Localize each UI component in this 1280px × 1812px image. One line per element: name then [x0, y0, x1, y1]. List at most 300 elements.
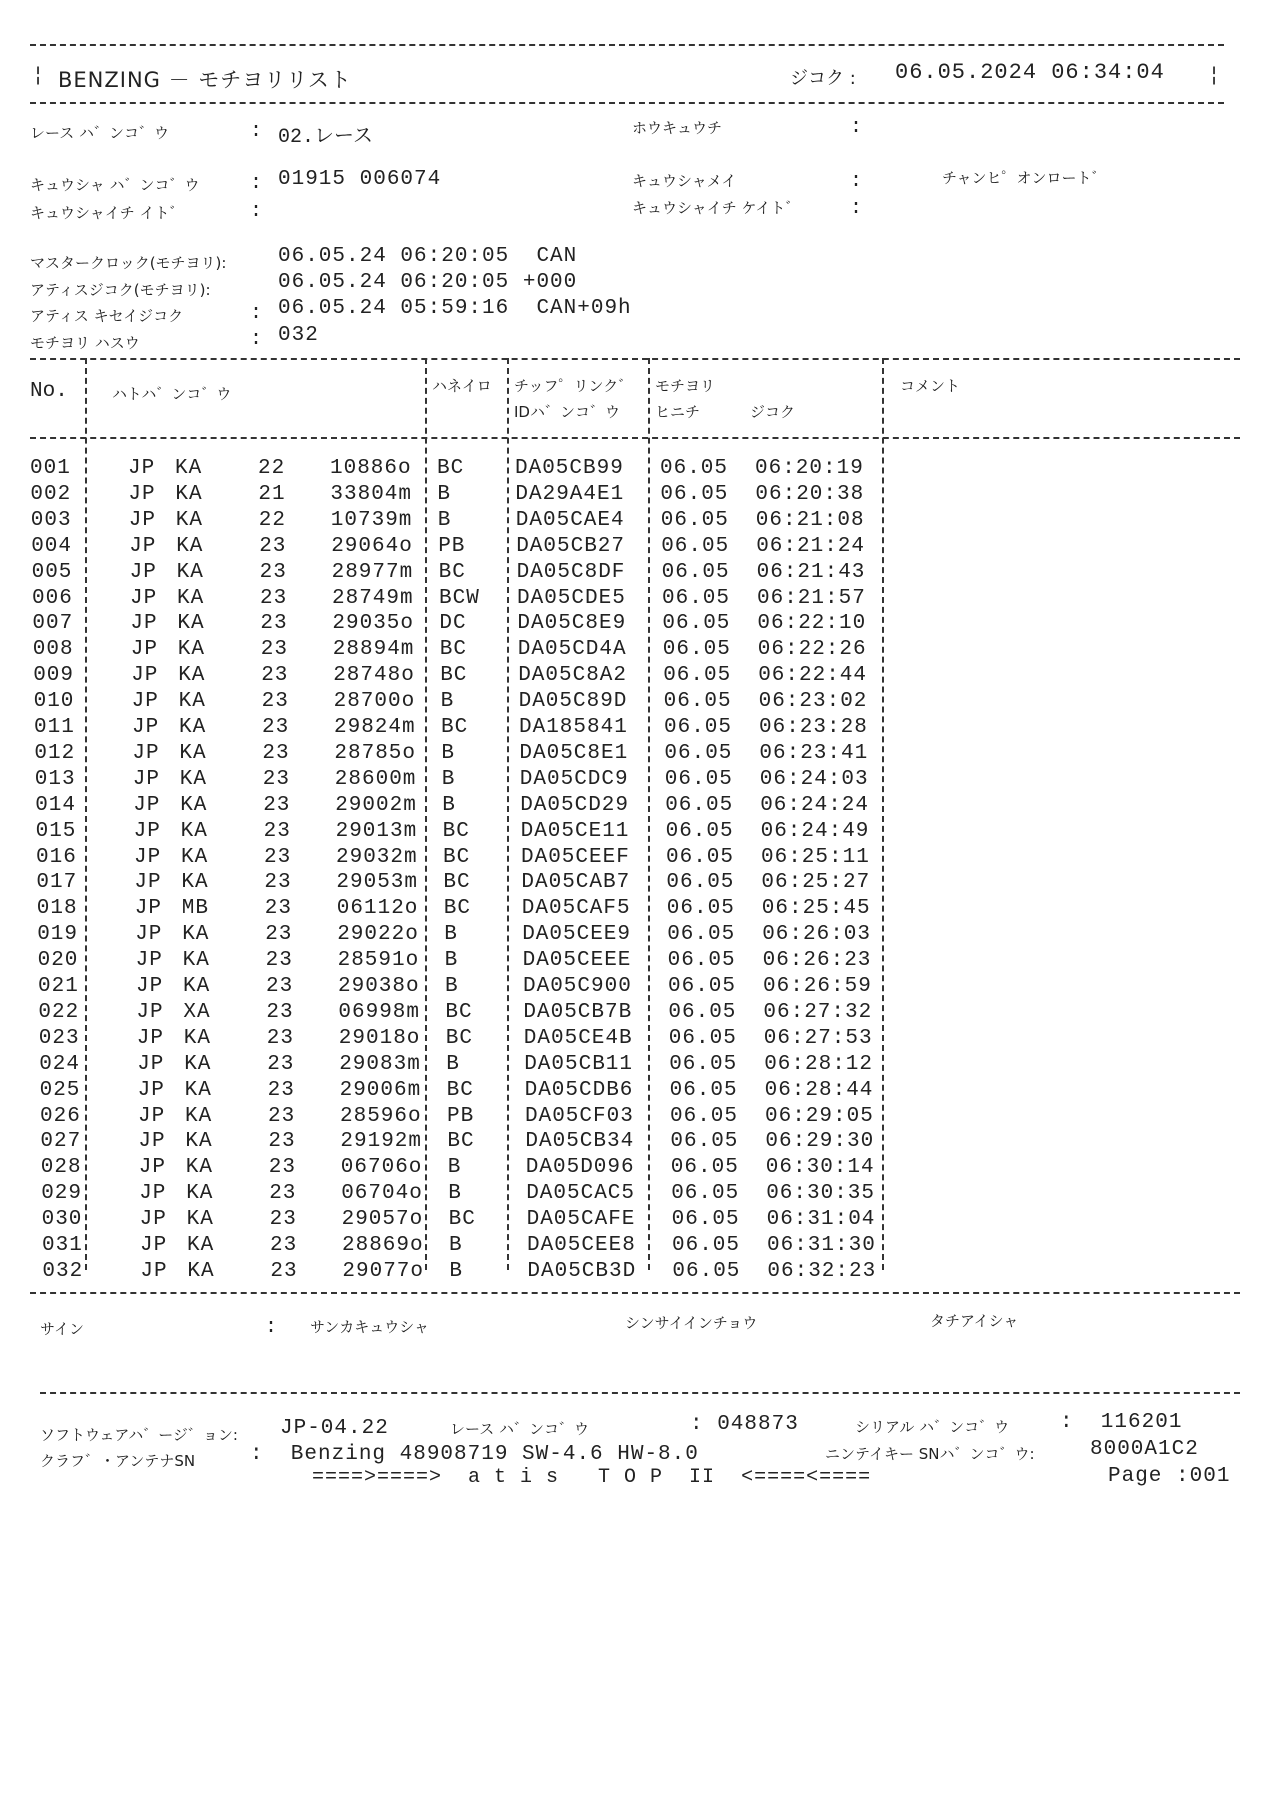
row-year: 23	[267, 1052, 295, 1076]
row-no: 014	[35, 793, 76, 817]
row-date: 06.05	[669, 1078, 738, 1102]
row-ring-number: 28700o	[333, 690, 416, 714]
row-region: KA	[178, 690, 206, 714]
row-year: 23	[259, 560, 287, 584]
row-color: BC	[437, 457, 465, 480]
row-region: KA	[186, 1208, 214, 1232]
row-year: 23	[268, 1130, 296, 1154]
row-time: 06:22:44	[758, 664, 868, 688]
row-no: 017	[36, 871, 78, 895]
row-region: KA	[182, 923, 210, 947]
row-year: 23	[260, 612, 288, 636]
row-region: KA	[180, 819, 208, 843]
row-country: JP	[138, 1130, 166, 1154]
row-chip-id: DA05CEEF	[521, 845, 630, 869]
row-region: KA	[177, 638, 206, 662]
table-top-rule	[30, 358, 1240, 360]
row-time: 06:21:57	[757, 586, 866, 610]
row-region: KA	[179, 767, 208, 791]
row-time: 06:31:04	[766, 1208, 876, 1232]
row-year: 22	[258, 457, 286, 480]
row-region: KA	[178, 664, 206, 688]
row-ring-number: 29064o	[331, 534, 413, 558]
participant-label: サンカキュウシャ	[310, 1318, 429, 1336]
table-row	[0, 922, 1280, 948]
row-region: KA	[176, 534, 204, 558]
row-no: 020	[37, 949, 79, 973]
row-chip-id: DA05CE4B	[523, 1026, 633, 1050]
row-time: 06:24:24	[760, 793, 870, 817]
row-no: 032	[42, 1259, 84, 1283]
row-color: B	[445, 975, 459, 998]
row-region: KA	[176, 560, 204, 584]
row-year: 23	[261, 664, 289, 688]
row-date: 06.05	[662, 638, 731, 662]
row-chip-id: DA05CAC5	[526, 1182, 636, 1206]
row-year: 23	[262, 741, 290, 765]
row-region: KA	[185, 1156, 214, 1180]
row-time: 06:32:23	[767, 1259, 877, 1283]
row-country: JP	[128, 482, 156, 506]
atis-clock-label: アティスジコク(モチヨリ):	[30, 281, 211, 299]
serial-value: : 116201	[1060, 1411, 1183, 1434]
release-place-label: ホウキュウチ	[632, 119, 723, 137]
col-header-chip-2: IDハ゛ンコ゛ウ	[514, 403, 620, 421]
row-ring-number: 28749m	[332, 586, 414, 610]
table-row	[0, 1207, 1280, 1233]
row-ring-number: 29038o	[338, 975, 420, 998]
row-chip-id: DA05CAB7	[521, 871, 631, 895]
col-header-chip-1: チッフ゜リンク゛	[514, 377, 634, 395]
row-country: JP	[138, 1104, 166, 1128]
row-no: 027	[40, 1130, 82, 1154]
row-no: 018	[36, 897, 78, 921]
report-title: BENZING － モチヨリリスト	[58, 68, 352, 92]
row-region: KA	[183, 1026, 212, 1050]
table-row	[0, 1155, 1280, 1181]
table-row	[0, 715, 1280, 741]
row-chip-id: DA05C8E9	[517, 612, 627, 636]
row-no: 008	[32, 638, 74, 662]
row-time: 06:24:49	[760, 819, 870, 843]
row-chip-id: DA05CAFE	[526, 1208, 636, 1232]
row-region: KA	[184, 1078, 212, 1102]
row-date: 06.05	[661, 560, 730, 584]
report-datetime: 06.05.2024 06:34:04	[895, 60, 1165, 85]
row-country: JP	[135, 923, 163, 947]
row-ring-number: 28785o	[334, 741, 417, 765]
row-year: 23	[264, 871, 292, 895]
row-time: 06:31:30	[767, 1234, 876, 1257]
row-region: KA	[175, 482, 203, 506]
race-no-value: 02.レース	[278, 126, 374, 149]
row-year: 22	[258, 508, 287, 532]
row-no: 019	[37, 923, 78, 947]
row-region: KA	[187, 1259, 215, 1283]
table-row	[0, 1181, 1280, 1207]
loft-no-value: 01915 006074	[278, 168, 442, 191]
count-value: 032	[278, 324, 319, 347]
row-color: B	[437, 508, 452, 532]
table-row	[0, 1000, 1280, 1026]
table-row	[0, 1026, 1280, 1052]
row-region: KA	[183, 975, 211, 998]
row-year: 23	[260, 586, 288, 610]
row-time: 06:28:44	[764, 1078, 874, 1102]
auth-value: 8000A1C2	[1090, 1438, 1199, 1461]
row-no: 024	[39, 1052, 80, 1076]
row-no: 012	[34, 741, 76, 765]
row-ring-number: 29035o	[332, 612, 415, 636]
table-row	[0, 586, 1280, 612]
row-year: 23	[262, 767, 291, 791]
auth-label: ニンテイキー SNハ゛ンコ゛ウ:	[825, 1445, 1035, 1463]
sign-label: サイン	[40, 1320, 84, 1338]
row-time: 06:30:35	[766, 1182, 876, 1206]
row-ring-number: 28600m	[334, 767, 417, 791]
table-bottom-rule	[30, 1292, 1240, 1294]
row-ring-number: 06704o	[341, 1182, 423, 1206]
row-chip-id: DA05CDC9	[519, 767, 629, 791]
row-country: JP	[138, 1156, 167, 1180]
row-color: PB	[447, 1104, 475, 1128]
table-row	[0, 974, 1280, 1000]
col-divider-chip	[648, 358, 650, 1270]
row-date: 06.05	[667, 949, 736, 973]
row-ring-number: 28869o	[342, 1234, 424, 1257]
row-ring-number: 29013m	[335, 819, 418, 843]
row-time: 06:26:59	[763, 975, 872, 998]
col-divider-no	[85, 358, 87, 1270]
row-time: 06:25:27	[761, 871, 871, 895]
col-header-comment: コメント	[900, 377, 961, 395]
row-ring-number: 29032m	[336, 845, 418, 869]
row-date: 06.05	[662, 586, 731, 610]
row-date: 06.05	[664, 767, 733, 791]
row-region: KA	[177, 586, 205, 610]
longitude-label: キュウシャイチ ケイト゛	[632, 199, 801, 217]
page-number: Page :001	[1108, 1465, 1231, 1488]
row-ring-number: 29824m	[334, 716, 416, 739]
row-color: BC	[443, 897, 472, 921]
row-chip-id: DA05CAE4	[515, 508, 625, 532]
row-no: 016	[36, 845, 77, 869]
row-no: 015	[35, 819, 77, 843]
row-time: 06:23:41	[759, 741, 869, 765]
row-color: BC	[443, 845, 471, 869]
row-color: BC	[446, 1078, 474, 1102]
row-region: KA	[177, 612, 205, 636]
row-year: 23	[268, 1104, 296, 1128]
count-label: モチヨリ ハスウ	[30, 334, 140, 352]
row-country: JP	[137, 1078, 165, 1102]
atis-start-colon: :	[250, 302, 263, 325]
row-region: KA	[185, 1130, 213, 1154]
row-color: B	[444, 923, 458, 947]
row-ring-number: 28894m	[332, 638, 415, 662]
row-date: 06.05	[663, 664, 732, 688]
loft-no-colon: :	[250, 172, 263, 195]
row-color: B	[444, 949, 459, 973]
row-color: BC	[445, 1026, 474, 1050]
row-no: 029	[41, 1182, 82, 1206]
col-header-ring: ハトハ゛ンコ゛ウ	[112, 385, 232, 403]
row-color: B	[446, 1052, 460, 1076]
table-row	[0, 482, 1280, 508]
row-chip-id: DA05CEE8	[527, 1234, 636, 1257]
table-row	[0, 1233, 1280, 1259]
master-clock-label: マスタークロック(モチヨリ):	[30, 254, 227, 272]
row-country: JP	[128, 457, 156, 480]
row-color: BC	[438, 560, 466, 584]
row-color: DC	[439, 612, 467, 636]
row-country: JP	[139, 1182, 167, 1206]
row-no: 031	[42, 1234, 83, 1257]
loft-no-label: キュウシャ ハ゛ンコ゛ウ	[30, 176, 200, 194]
row-year: 21	[258, 482, 286, 506]
row-year: 23	[265, 923, 293, 947]
row-date: 06.05	[670, 1104, 739, 1128]
table-row	[0, 611, 1280, 637]
row-country: JP	[140, 1234, 168, 1257]
row-chip-id: DA05CB34	[525, 1130, 635, 1154]
row-time: 06:23:02	[758, 690, 868, 714]
table-row	[0, 1052, 1280, 1078]
row-year: 23	[267, 1078, 295, 1102]
row-region: KA	[182, 949, 210, 973]
master-clock-value: 06.05.24 06:20:05 CAN	[278, 245, 578, 268]
row-chip-id: DA05CDE5	[517, 586, 626, 610]
row-country: JP	[140, 1259, 168, 1283]
race-no-colon: :	[250, 120, 263, 143]
row-date: 06.05	[671, 1182, 740, 1206]
row-date: 06.05	[670, 1130, 739, 1154]
row-color: B	[440, 690, 455, 714]
row-chip-id: DA05CB3D	[527, 1259, 637, 1283]
col-header-time: ジコク	[750, 403, 796, 421]
row-no: 006	[32, 586, 73, 610]
row-year: 23	[264, 897, 293, 921]
col-header-no: No.	[30, 380, 68, 403]
row-color: B	[448, 1182, 462, 1206]
row-date: 06.05	[665, 793, 734, 817]
row-no: 021	[38, 975, 79, 998]
row-chip-id: DA185841	[519, 716, 628, 739]
row-year: 23	[270, 1259, 298, 1283]
row-year: 23	[262, 716, 290, 739]
row-year: 23	[263, 819, 291, 843]
row-color: B	[449, 1259, 463, 1283]
table-row	[0, 534, 1280, 560]
row-country: JP	[135, 949, 163, 973]
row-chip-id: DA05C8DF	[516, 560, 626, 584]
row-region: KA	[185, 1104, 213, 1128]
row-time: 06:28:12	[764, 1052, 874, 1076]
row-date: 06.05	[660, 482, 729, 506]
row-region: KA	[184, 1052, 212, 1076]
atis-start-label: アティス キセイジコク	[30, 307, 184, 325]
row-year: 23	[265, 949, 293, 973]
time-label: ジコク :	[790, 68, 856, 89]
row-year: 23	[260, 638, 289, 662]
row-no: 011	[34, 716, 75, 739]
row-country: JP	[130, 638, 159, 662]
row-date: 06.05	[671, 1208, 740, 1232]
table-row	[0, 870, 1280, 896]
row-chip-id: DA05C8A2	[518, 664, 628, 688]
count-colon: :	[250, 328, 263, 351]
row-year: 23	[269, 1182, 297, 1206]
row-region: KA	[179, 716, 207, 739]
row-country: JP	[130, 612, 158, 636]
witness-label: タチアイシャ	[930, 1312, 1019, 1330]
row-date: 06.05	[668, 1000, 737, 1024]
row-chip-id: DA05CB27	[516, 534, 626, 558]
row-no: 002	[30, 482, 72, 506]
footer-race-no-label: レース ハ゛ンコ゛ウ	[450, 1420, 590, 1438]
row-chip-id: DA05C900	[523, 975, 632, 998]
latitude-label: キュウシャイチ イト゛	[30, 204, 185, 222]
row-no: 004	[31, 534, 72, 558]
header-left-bar: ¦	[32, 62, 45, 86]
col-header-color: ハネイロ	[432, 377, 492, 395]
row-ring-number: 28591o	[337, 949, 420, 973]
row-country: JP	[129, 534, 157, 558]
table-row	[0, 1259, 1280, 1285]
row-color: BC	[440, 664, 468, 688]
row-chip-id: DA05CAF5	[521, 897, 631, 921]
row-color: BC	[447, 1130, 475, 1154]
row-country: JP	[131, 664, 159, 688]
row-time: 06:24:03	[759, 767, 869, 791]
row-country: JP	[136, 1000, 164, 1024]
row-no: 013	[34, 767, 76, 791]
row-time: 06:22:26	[757, 638, 867, 662]
row-chip-id: DA05C89D	[518, 690, 628, 714]
row-chip-id: DA05CD4A	[517, 638, 627, 662]
row-time: 06:21:24	[756, 534, 866, 558]
row-country: JP	[133, 819, 161, 843]
row-date: 06.05	[664, 716, 733, 739]
row-ring-number: 29077o	[342, 1259, 425, 1283]
row-no: 025	[39, 1078, 81, 1102]
row-country: JP	[136, 1026, 165, 1050]
row-country: JP	[133, 793, 161, 817]
table-row	[0, 456, 1280, 482]
row-color: B	[449, 1234, 463, 1257]
row-no: 028	[40, 1156, 82, 1180]
row-region: KA	[180, 793, 208, 817]
row-ring-number: 29022o	[337, 923, 419, 947]
row-country: JP	[136, 975, 164, 998]
row-ring-number: 29006m	[339, 1078, 422, 1102]
row-ring-number: 29057o	[341, 1208, 424, 1232]
table-row	[0, 1078, 1280, 1104]
table-row	[0, 663, 1280, 689]
table-row	[0, 741, 1280, 767]
header-right-bar: ¦	[1208, 62, 1221, 86]
row-country: JP	[134, 845, 162, 869]
row-color: BC	[442, 819, 470, 843]
row-year: 23	[263, 793, 291, 817]
row-time: 06:26:23	[762, 949, 872, 973]
row-no: 026	[40, 1104, 81, 1128]
row-date: 06.05	[662, 612, 731, 636]
row-no: 030	[41, 1208, 83, 1232]
footer-race-no-value: : 048873	[690, 1413, 799, 1436]
row-date: 06.05	[666, 845, 735, 869]
row-date: 06.05	[668, 975, 737, 998]
row-date: 06.05	[669, 1052, 738, 1076]
table-row	[0, 819, 1280, 845]
row-time: 06:25:11	[761, 845, 870, 869]
row-color: B	[447, 1156, 462, 1180]
club-value: : Benzing 48908719 SW-4.6 HW-8.0	[250, 1443, 699, 1466]
row-time: 06:27:53	[763, 1026, 873, 1050]
col-header-date: ヒニチ	[655, 403, 701, 421]
row-chip-id: DA05CDB6	[524, 1078, 634, 1102]
row-year: 23	[264, 845, 292, 869]
row-date: 06.05	[672, 1259, 741, 1283]
row-year: 23	[269, 1208, 297, 1232]
row-no: 007	[32, 612, 74, 636]
row-time: 06:26:03	[762, 923, 872, 947]
row-region: XA	[183, 1000, 211, 1024]
row-color: BC	[441, 716, 469, 739]
row-ring-number: 06706o	[340, 1156, 423, 1180]
table-row	[0, 508, 1280, 534]
row-country: JP	[132, 741, 160, 765]
atis-clock-value: 06.05.24 06:20:05 +000	[278, 271, 578, 294]
row-time: 06:20:38	[755, 482, 865, 506]
row-country: JP	[128, 508, 157, 532]
atis-start-value: 06.05.24 05:59:16 CAN+09h	[278, 297, 632, 320]
row-ring-number: 29002m	[335, 793, 417, 817]
row-date: 06.05	[668, 1026, 737, 1050]
table-row	[0, 896, 1280, 922]
club-label: クラフ゛・アンテナSN	[40, 1452, 196, 1470]
row-time: 06:30:14	[765, 1156, 875, 1180]
row-no: 010	[33, 690, 75, 714]
row-date: 06.05	[665, 819, 734, 843]
row-year: 23	[266, 1026, 295, 1050]
row-ring-number: 28748o	[333, 664, 415, 688]
latitude-colon: :	[250, 200, 263, 223]
software-label: ソフトウェアハ゛ージ゛ョン:	[40, 1426, 238, 1444]
brand-line: ====>====> a t i s T O P II <====<====	[312, 1466, 872, 1489]
row-region: KA	[181, 845, 209, 869]
row-date: 06.05	[661, 534, 730, 558]
row-date: 06.05	[664, 741, 733, 765]
row-time: 06:20:19	[755, 457, 864, 480]
row-year: 23	[270, 1234, 298, 1257]
row-time: 06:22:10	[757, 612, 867, 636]
row-country: JP	[132, 716, 160, 739]
row-chip-id: DA05CB99	[515, 457, 624, 480]
row-no: 005	[31, 560, 73, 584]
row-date: 06.05	[670, 1156, 739, 1180]
table-row	[0, 1129, 1280, 1155]
row-date: 06.05	[663, 690, 732, 714]
row-no: 001	[30, 457, 71, 480]
row-ring-number: 33804m	[330, 482, 413, 506]
col-header-arrival: モチヨリ	[655, 377, 716, 395]
row-time: 06:27:32	[763, 1000, 873, 1024]
col-divider-color	[507, 358, 509, 1270]
row-year: 23	[266, 1000, 294, 1024]
row-region: KA	[187, 1234, 215, 1257]
judge-label: シンサイインチョウ	[625, 1314, 758, 1332]
